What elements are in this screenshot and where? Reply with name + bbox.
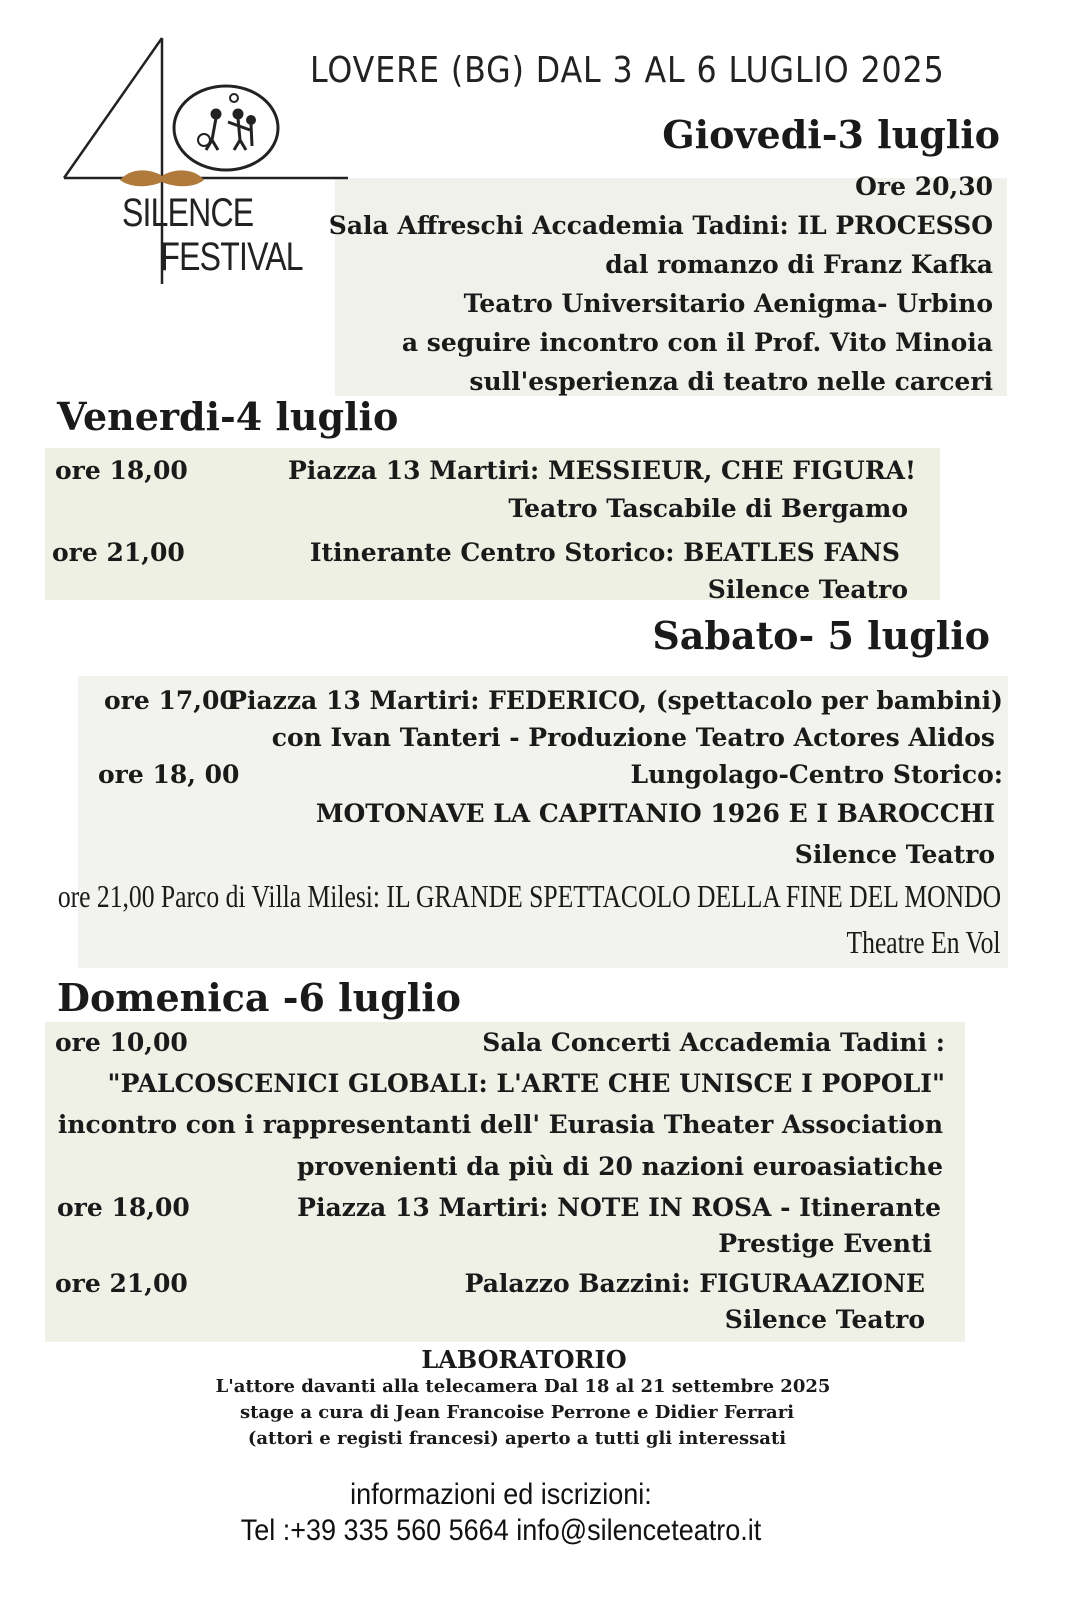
thursday-line: sull'esperienza di teatro nelle carceri xyxy=(469,367,993,396)
thursday-line: a seguire incontro con il Prof. Vito Minoia xyxy=(401,328,993,357)
sunday-company: Prestige Eventi xyxy=(718,1229,932,1258)
saturday-event-title: MOTONAVE LA CAPITANIO 1926 E I BAROCCHI xyxy=(315,799,995,828)
sunday-event-title: "PALCOSCENICI GLOBALI: L'ARTE CHE UNISCE I POPOLI" xyxy=(107,1069,945,1098)
contact-line: Tel :+39 335 560 5664 info@silenceteatro.it xyxy=(240,1514,762,1547)
logo-word-festival: FESTIVAL xyxy=(160,233,303,279)
sunday-time: ore 21,00 xyxy=(55,1269,188,1298)
workshop-line: L'attore davanti alla telecamera Dal 18 al 21 settembre 2025 xyxy=(215,1376,831,1397)
thursday-line: Teatro Universitario Aenigma- Urbino xyxy=(463,289,993,318)
friday-event: Piazza 13 Martiri: MESSIEUR, CHE FIGURA! xyxy=(287,456,916,485)
saturday-company: Theatre En Vol xyxy=(846,924,1001,960)
workshop-line: stage a cura di Jean Francoise Perrone e Didier Ferrari xyxy=(239,1402,795,1423)
logo-word-silence: SILENCE xyxy=(122,189,254,235)
sunday-event-desc: incontro con i rappresentanti dell' Eurasia Theater Association xyxy=(57,1110,943,1139)
saturday-event: Piazza 13 Martiri: FEDERICO, (spettacolo per bambini) xyxy=(228,686,1003,715)
day-title-sunday: Domenica -6 luglio xyxy=(57,975,462,1020)
friday-company: Silence Teatro xyxy=(707,575,908,604)
festival-header: LOVERE (BG) DAL 3 AL 6 LUGLIO 2025 xyxy=(310,50,945,91)
friday-company: Teatro Tascabile di Bergamo xyxy=(508,494,908,523)
day-title-friday: Venerdi-4 luglio xyxy=(57,394,399,439)
thursday-time: Ore 20,30 xyxy=(855,172,993,201)
saturday-company: con Ivan Tanteri - Produzione Teatro Actores Alidos xyxy=(271,723,995,752)
thursday-line: dal romanzo di Franz Kafka xyxy=(605,250,993,279)
sunday-time: ore 10,00 xyxy=(55,1028,188,1057)
sunday-event: Palazzo Bazzini: FIGURAAZIONE xyxy=(464,1269,925,1298)
sunday-event: Piazza 13 Martiri: NOTE IN ROSA - Itinerante xyxy=(297,1193,941,1222)
sunday-time: ore 18,00 xyxy=(57,1193,190,1222)
saturday-event-evening: ore 21,00 Parco di Villa Milesi: IL GRANDE SPETTACOLO DELLA FINE DEL MONDO xyxy=(57,878,1001,914)
day-title-thursday: Giovedi-3 luglio xyxy=(662,112,1000,157)
friday-time: ore 18,00 xyxy=(55,456,188,485)
sunday-event-desc: provenienti da più di 20 nazioni euroasiatiche xyxy=(296,1152,943,1181)
workshop-line: (attori e registi francesi) aperto a tutti gli interessati xyxy=(247,1428,787,1449)
day-title-saturday: Sabato- 5 luglio xyxy=(652,613,990,658)
saturday-time: ore 18, 00 xyxy=(98,760,240,789)
sunday-company: Silence Teatro xyxy=(724,1305,925,1334)
friday-time: ore 21,00 xyxy=(52,538,185,567)
workshop-title: LABORATORIO xyxy=(421,1345,627,1374)
thursday-line: Sala Affreschi Accademia Tadini: IL PROCESSO xyxy=(328,211,993,240)
sunday-event: Sala Concerti Accademia Tadini : xyxy=(482,1028,945,1057)
saturday-company: Silence Teatro xyxy=(794,840,995,869)
saturday-time: ore 17,00 xyxy=(104,686,237,715)
friday-event: Itinerante Centro Storico: BEATLES FANS xyxy=(309,538,900,567)
contact-label: informazioni ed iscrizioni: xyxy=(350,1478,652,1511)
saturday-event: Lungolago-Centro Storico: xyxy=(630,760,1003,789)
